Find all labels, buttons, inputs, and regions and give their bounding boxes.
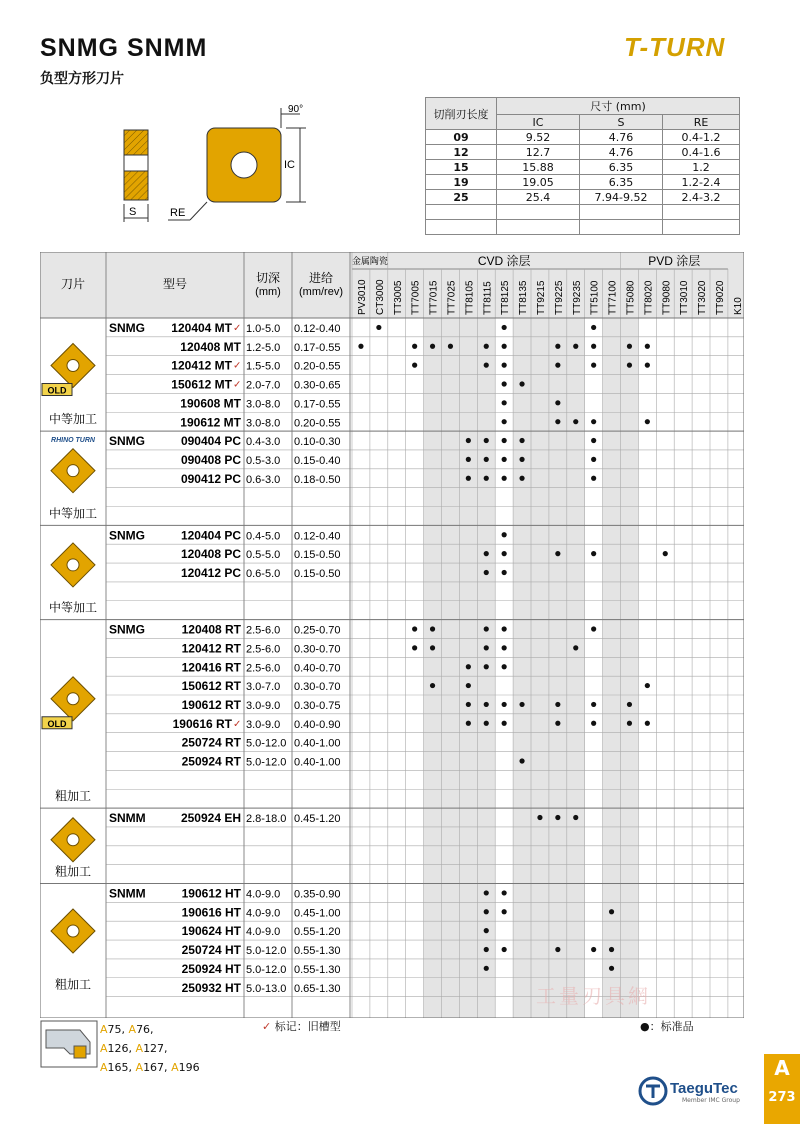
ref-page: 126, xyxy=(107,1042,136,1055)
grade-label: CT3000 xyxy=(374,279,386,315)
model-code: 190612 RT xyxy=(181,698,241,712)
feed-value: 0.25-0.70 xyxy=(294,624,341,637)
model-code: 190608 MT xyxy=(180,396,241,411)
standard-dot xyxy=(430,344,435,349)
depth-value: 5.0-12.0 xyxy=(246,963,287,976)
model-code: 120412 MT xyxy=(171,358,232,373)
standard-dot xyxy=(555,419,560,424)
model-code: 120408 PC xyxy=(180,547,241,562)
standard-dot xyxy=(502,325,507,330)
feed-value: 0.30-0.65 xyxy=(294,379,341,392)
standard-dot xyxy=(412,344,417,349)
model-code: 090412 PC xyxy=(180,471,241,486)
depth-value: 0.4-3.0 xyxy=(246,436,281,449)
standard-dot xyxy=(484,344,489,349)
size-header: 尺寸 (mm) xyxy=(497,98,740,115)
table-row xyxy=(426,220,740,235)
grade-label: TT7100 xyxy=(607,280,619,315)
feed-value: 0.15-0.40 xyxy=(294,454,341,467)
standard-dot xyxy=(591,363,596,368)
insert-header: 刀片 xyxy=(60,277,86,291)
standard-dot xyxy=(591,626,596,631)
standard-dot xyxy=(591,476,596,481)
feed-value: 0.40-0.90 xyxy=(294,718,341,731)
model-code: 120412 PC xyxy=(180,566,241,581)
grade-column-band xyxy=(531,318,549,1018)
feed-value: 0.20-0.55 xyxy=(294,360,341,373)
standard-dot xyxy=(609,947,614,952)
footer-brand: TaeguTec xyxy=(670,1080,738,1097)
standard-dot xyxy=(502,400,507,405)
grade-label: TT9225 xyxy=(553,280,565,315)
old-mark-icon: ✓ xyxy=(233,360,242,372)
model-code: 120404 MT xyxy=(171,321,232,335)
ref-prefix: A xyxy=(135,1061,144,1074)
standard-dot xyxy=(555,815,560,820)
taegutec-logo-icon xyxy=(638,1076,668,1106)
standard-note: ●：标准品 xyxy=(640,1020,694,1033)
standard-dot xyxy=(484,363,489,368)
table-row: 12 12.7 4.76 0.4-1.6 xyxy=(426,145,740,160)
ic-label: IC xyxy=(284,159,295,171)
table-row: 15 15.88 6.35 1.2 xyxy=(426,160,740,175)
model-code: 250932 HT xyxy=(181,980,241,995)
standard-dot xyxy=(663,551,668,556)
standard-dot xyxy=(502,457,507,462)
standard-dot xyxy=(519,476,524,481)
grade-label: TT9235 xyxy=(571,280,583,315)
depth-value: 2.5-6.0 xyxy=(246,643,281,656)
insert-hole-icon xyxy=(67,925,79,937)
depth-value: 5.0-12.0 xyxy=(246,737,287,750)
depth-value: 1.0-5.0 xyxy=(246,323,281,335)
feed-value: 0.20-0.55 xyxy=(294,417,341,430)
model-code: 120412 RT xyxy=(181,641,241,656)
grade-label: TT8105 xyxy=(464,280,476,315)
standard-dot xyxy=(645,363,650,368)
standard-dot xyxy=(484,966,489,971)
standard-dot xyxy=(555,702,560,707)
table-row: 09 9.52 4.76 0.4-1.2 xyxy=(426,130,740,145)
standard-dot xyxy=(573,815,578,820)
standard-dot xyxy=(645,419,650,424)
depth-value: 0.6-5.0 xyxy=(246,568,281,581)
cvd-header: CVD 涂层 xyxy=(477,254,531,268)
standard-dot xyxy=(430,626,435,631)
depth-value: 5.0-13.0 xyxy=(246,982,287,995)
depth-value: 1.2-5.0 xyxy=(246,341,281,354)
standard-dot xyxy=(466,438,471,443)
model-code: 120404 PC xyxy=(180,528,241,543)
ref-prefix: A xyxy=(135,1042,144,1055)
standard-dot xyxy=(555,400,560,405)
rhino-turn-logo: RHINO TURN xyxy=(51,437,95,445)
feed-value: 0.30-0.75 xyxy=(294,700,341,712)
grade-table xyxy=(40,252,744,1018)
table-row: 19 19.05 6.35 1.2-2.4 xyxy=(426,175,740,190)
standard-dot xyxy=(376,325,381,330)
model-code: 250924 HT xyxy=(181,961,241,976)
insert-application: 中等加工 xyxy=(48,412,98,427)
ic-header: IC xyxy=(497,115,580,130)
grade-label: TT9020 xyxy=(714,280,726,315)
feed-value: 0.30-0.70 xyxy=(294,643,341,656)
ref-page: 165, xyxy=(107,1061,136,1074)
standard-dot xyxy=(645,344,650,349)
insert-application: 粗加工 xyxy=(54,789,92,804)
old-groove-note: ✓ 标记：旧槽型 xyxy=(262,1020,341,1033)
standard-dot xyxy=(555,344,560,349)
standard-dot xyxy=(502,551,507,556)
standard-mark-icon: ● xyxy=(640,1020,650,1033)
model-code: 120416 RT xyxy=(181,660,241,675)
model-code: 150612 RT xyxy=(181,679,241,694)
standard-dot xyxy=(466,476,471,481)
feed-value: 0.45-1.20 xyxy=(294,813,341,826)
model-code: 190612 MT xyxy=(180,415,241,430)
standard-dot xyxy=(591,457,596,462)
ref-prefix: A xyxy=(128,1023,137,1036)
standard-dot xyxy=(502,721,507,726)
grade-column-band xyxy=(424,318,442,1018)
old-mark-icon: ✓ xyxy=(233,323,242,334)
depth-value: 5.0-12.0 xyxy=(246,945,287,958)
model-code: 190624 HT xyxy=(181,924,241,939)
standard-dot xyxy=(466,457,471,462)
grade-column-band xyxy=(621,318,639,1018)
standard-dot xyxy=(645,721,650,726)
grade-label: TT8135 xyxy=(518,280,530,315)
standard-dot xyxy=(466,683,471,688)
feed-value: 0.12-0.40 xyxy=(294,323,341,335)
standard-dot xyxy=(412,626,417,631)
standard-dot xyxy=(466,664,471,669)
standard-dot xyxy=(555,363,560,368)
model-code: 190616 RT xyxy=(172,716,232,731)
grade-label: TT5080 xyxy=(625,280,637,315)
insert-type: SNMG xyxy=(109,321,145,335)
depth-value: 4.0-9.0 xyxy=(246,888,281,901)
insert-type: SNMM xyxy=(109,886,146,901)
depth-value: 3.0-9.0 xyxy=(246,700,281,712)
grade-label: TT8125 xyxy=(500,280,512,315)
depth-value: 2.8-18.0 xyxy=(246,813,287,826)
feed-value: 0.35-0.90 xyxy=(294,888,341,901)
pvd-header: PVD 涂层 xyxy=(648,254,701,268)
standard-dot xyxy=(358,344,363,349)
grade-label: TT3010 xyxy=(679,280,691,315)
standard-dot xyxy=(484,457,489,462)
feed-value: 0.40-1.00 xyxy=(294,737,341,750)
model-header: 型号 xyxy=(162,277,188,291)
standard-dot xyxy=(519,457,524,462)
standard-dot xyxy=(466,721,471,726)
standard-dot xyxy=(591,419,596,424)
grade-label: TT8020 xyxy=(643,280,655,315)
ref-prefix: A xyxy=(100,1023,108,1036)
page-number-tab: A 273 xyxy=(764,1054,800,1124)
model-code: 120408 RT xyxy=(181,622,241,637)
standard-dot xyxy=(591,947,596,952)
page-title: SNMG SNMM xyxy=(40,34,208,62)
angle-label: 90° xyxy=(288,104,304,115)
grade-label: TT5100 xyxy=(589,280,601,315)
ref-prefix: A xyxy=(100,1061,108,1074)
standard-dot xyxy=(484,626,489,631)
insert-type: SNMG xyxy=(109,622,145,637)
model-code: 250924 RT xyxy=(181,754,241,769)
depth-value: 3.0-8.0 xyxy=(246,398,281,411)
feed-value: 0.30-0.70 xyxy=(294,681,341,694)
standard-dot xyxy=(609,966,614,971)
insert-type: SNMG xyxy=(109,434,145,449)
model-code: 250724 RT xyxy=(181,735,241,750)
standard-dot xyxy=(627,344,632,349)
old-mark-icon: ✓ xyxy=(262,1020,272,1033)
cermet-header: 金属陶瓷 xyxy=(351,256,388,266)
grade-column-band xyxy=(513,318,531,1018)
depth-value: 0.4-5.0 xyxy=(246,530,281,543)
feed-value: 0.55-1.30 xyxy=(294,945,341,958)
watermark: 工量刃具網 xyxy=(536,984,651,1008)
standard-dot xyxy=(591,721,596,726)
standard-dot xyxy=(555,551,560,556)
grade-label: TT8115 xyxy=(482,281,494,315)
feed-header: 进给 xyxy=(308,271,334,285)
depth-value: 3.0-9.0 xyxy=(246,718,281,731)
model-code: 120408 MT xyxy=(180,339,241,354)
standard-dot xyxy=(466,702,471,707)
standard-dot xyxy=(484,664,489,669)
standard-dot xyxy=(591,702,596,707)
model-code: 150612 MT xyxy=(171,377,232,392)
insert-application: 中等加工 xyxy=(48,506,98,521)
standard-dot xyxy=(591,344,596,349)
standard-dot xyxy=(484,947,489,952)
depth-value: 2.5-6.0 xyxy=(246,662,281,675)
model-code: 190616 HT xyxy=(181,905,241,920)
old-mark-icon: ✓ xyxy=(233,379,242,391)
ref-page: 167, xyxy=(143,1061,172,1074)
standard-dot xyxy=(484,909,489,914)
grade-label: PV3010 xyxy=(356,279,368,315)
insert-hole-icon xyxy=(67,834,79,846)
standard-dot xyxy=(537,815,542,820)
grade-label: TT3020 xyxy=(697,280,709,315)
grade-label: TT7015 xyxy=(428,280,440,315)
model-code: 250924 EH xyxy=(180,811,241,826)
standard-dot xyxy=(502,947,507,952)
standard-dot xyxy=(627,702,632,707)
standard-dot xyxy=(519,438,524,443)
standard-dot xyxy=(484,890,489,895)
brand-logo: T-TURN xyxy=(624,32,726,62)
depth-value: 4.0-9.0 xyxy=(246,907,281,920)
old-mark-icon: ✓ xyxy=(233,718,242,730)
insert-hole-icon xyxy=(67,465,79,477)
ref-page: 75, xyxy=(107,1023,129,1036)
doc-unit: (mm) xyxy=(255,286,281,298)
feed-value: 0.65-1.30 xyxy=(294,982,341,995)
model-code: 190612 HT xyxy=(181,886,241,901)
standard-dot xyxy=(502,438,507,443)
standard-dot xyxy=(502,626,507,631)
ref-prefix: A xyxy=(100,1042,108,1055)
standard-dot xyxy=(502,909,507,914)
insert-hole-icon xyxy=(67,360,79,372)
re-label: RE xyxy=(170,207,186,219)
insert-application: 中等加工 xyxy=(48,600,98,615)
s-label: S xyxy=(129,206,137,218)
doc-header: 切深 xyxy=(255,271,281,285)
dimension-table xyxy=(425,97,740,235)
insert-application: 粗加工 xyxy=(54,977,92,992)
model-code: 090404 PC xyxy=(180,434,241,449)
insert-type: SNMM xyxy=(109,811,146,826)
standard-dot xyxy=(502,476,507,481)
feed-value: 0.18-0.50 xyxy=(294,473,341,486)
standard-dot xyxy=(502,570,507,575)
standard-dot xyxy=(519,381,524,386)
depth-value: 4.0-9.0 xyxy=(246,926,281,939)
feed-value: 0.15-0.50 xyxy=(294,549,341,562)
old-badge-label: OLD xyxy=(47,718,67,729)
length-header: 切削刃长度 xyxy=(426,98,497,130)
standard-dot xyxy=(484,721,489,726)
feed-value: 0.12-0.40 xyxy=(294,530,341,543)
standard-dot xyxy=(502,532,507,537)
feed-value: 0.10-0.30 xyxy=(294,436,341,449)
standard-dot xyxy=(573,419,578,424)
standard-dot xyxy=(573,645,578,650)
feed-unit: (mm/rev) xyxy=(299,286,343,298)
ref-page: 76, xyxy=(136,1023,154,1036)
standard-dot xyxy=(573,344,578,349)
standard-dot xyxy=(591,325,596,330)
feed-value: 0.17-0.55 xyxy=(294,341,341,354)
standard-dot xyxy=(502,890,507,895)
depth-value: 3.0-8.0 xyxy=(246,417,281,430)
depth-value: 0.5-5.0 xyxy=(246,549,281,562)
depth-value: 1.5-5.0 xyxy=(246,360,281,373)
standard-dot xyxy=(502,702,507,707)
standard-dot xyxy=(502,381,507,386)
standard-dot xyxy=(591,551,596,556)
depth-value: 0.6-3.0 xyxy=(246,473,281,486)
feed-value: 0.45-1.00 xyxy=(294,907,341,920)
re-header: RE xyxy=(663,115,740,130)
feed-value: 0.15-0.50 xyxy=(294,568,341,581)
grade-label: TT3005 xyxy=(392,280,404,315)
feed-value: 0.55-1.30 xyxy=(294,963,341,976)
ref-prefix: A xyxy=(171,1061,179,1074)
page-subtitle: 负型方形刀片 xyxy=(40,71,124,87)
standard-dot xyxy=(412,645,417,650)
ref-page: 196 xyxy=(178,1061,200,1074)
standard-dot xyxy=(645,683,650,688)
table-row: 25 25.4 7.94-9.52 2.4-3.2 xyxy=(426,190,740,205)
standard-dot xyxy=(430,645,435,650)
standard-dot xyxy=(484,702,489,707)
grade-label: TT9080 xyxy=(661,280,673,315)
model-code: 250724 HT xyxy=(181,943,241,958)
standard-dot xyxy=(555,721,560,726)
s-header: S xyxy=(580,115,663,130)
insert-hole-icon xyxy=(67,559,79,571)
standard-dot xyxy=(502,419,507,424)
table-row xyxy=(426,205,740,220)
depth-value: 5.0-12.0 xyxy=(246,756,287,769)
ref-page: 127, xyxy=(143,1042,168,1055)
standard-dot xyxy=(502,645,507,650)
standard-dot xyxy=(430,683,435,688)
grade-label: K10 xyxy=(732,297,744,315)
standard-dot xyxy=(555,947,560,952)
standard-dot xyxy=(484,476,489,481)
old-badge-label: OLD xyxy=(47,385,67,396)
depth-value: 0.5-3.0 xyxy=(246,454,281,467)
standard-dot xyxy=(484,645,489,650)
toolholder-icon xyxy=(40,1020,98,1068)
standard-dot xyxy=(484,551,489,556)
grade-column-band xyxy=(442,318,460,1018)
depth-value: 2.5-6.0 xyxy=(246,624,281,637)
footer-brand-sub: Member IMC Group xyxy=(682,1097,740,1104)
depth-value: 2.0-7.0 xyxy=(246,379,281,392)
insert-application: 粗加工 xyxy=(54,864,92,879)
standard-dot xyxy=(484,438,489,443)
reference-pages xyxy=(100,1020,210,1077)
standard-dot xyxy=(484,570,489,575)
standard-dot xyxy=(627,363,632,368)
standard-dot xyxy=(591,438,596,443)
feed-value: 0.40-1.00 xyxy=(294,756,341,769)
feed-value: 0.55-1.20 xyxy=(294,926,341,939)
feed-value: 0.17-0.55 xyxy=(294,398,341,411)
standard-dot xyxy=(519,702,524,707)
standard-dot xyxy=(502,664,507,669)
standard-dot xyxy=(448,344,453,349)
standard-dot xyxy=(502,344,507,349)
insert-type: SNMG xyxy=(109,528,145,543)
standard-dot xyxy=(519,758,524,763)
depth-value: 3.0-7.0 xyxy=(246,681,281,694)
standard-dot xyxy=(484,928,489,933)
standard-dot xyxy=(627,721,632,726)
standard-dot xyxy=(502,363,507,368)
model-code: 090408 PC xyxy=(180,452,241,467)
insert-drawing xyxy=(110,100,340,230)
standard-dot xyxy=(412,363,417,368)
grade-label: TT7025 xyxy=(446,280,458,315)
standard-dot xyxy=(609,909,614,914)
insert-hole-icon xyxy=(67,693,79,705)
grade-label: TT7005 xyxy=(410,280,422,315)
grade-label: TT9215 xyxy=(535,280,547,315)
feed-value: 0.40-0.70 xyxy=(294,662,341,675)
